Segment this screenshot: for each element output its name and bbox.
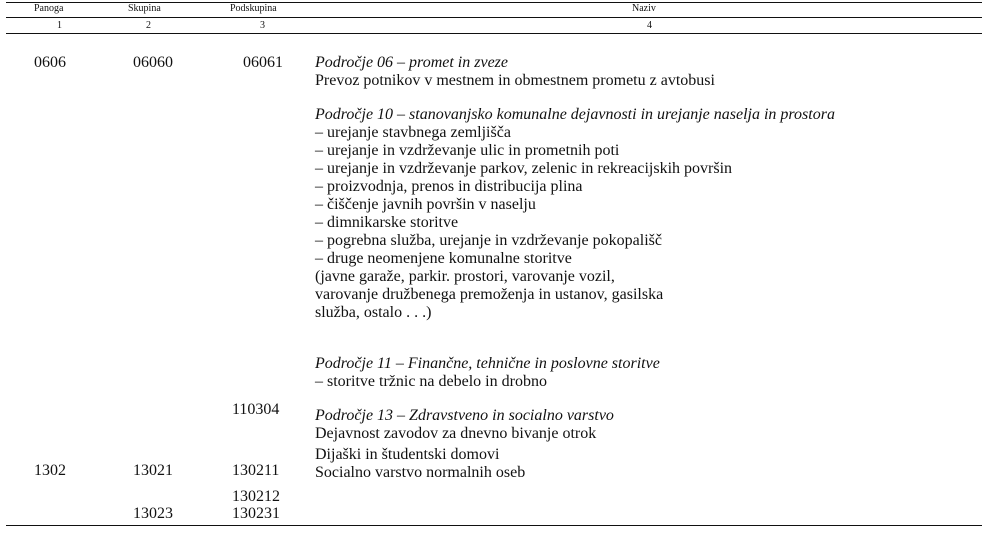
section-title-podrocje-10: Področje 10 – stanovanjsko komunalne dejavnosti in urejanje naselja in prostora: [315, 106, 835, 123]
naziv-line: – storitve tržnic na debelo in drobno: [315, 373, 547, 390]
panoga-code: 0606: [34, 54, 66, 71]
note-line: (javne garaže, parkir. prostori, varovanje vozil,: [315, 268, 615, 285]
naziv-line: Prevoz potnikov v mestnem in obmestnem prometu z avtobusi: [315, 72, 715, 89]
podskupina-code: 06061: [243, 54, 283, 71]
panoga-code: 1302: [34, 462, 66, 479]
podskupina-code: 130212: [232, 488, 280, 505]
number-rule: [6, 33, 982, 34]
spacer: [315, 391, 980, 407]
list-item: – urejanje in vzdrževanje ulic in prometnih poti: [315, 142, 620, 159]
naziv-column: [315, 54, 980, 482]
podskupina-code: 130231: [232, 505, 280, 522]
naziv-line: Dijaški in študentski domovi: [315, 446, 500, 463]
skupina-code: 13023: [133, 505, 173, 522]
list-item: – pogrebna služba, urejanje in vzdrževanje pokopališč: [315, 232, 662, 249]
section-title-podrocje-11: Področje 11 – Finančne, tehnične in poslovne storitve: [315, 355, 660, 372]
podskupina-code: 130211: [232, 462, 280, 479]
col-number-1: 1: [57, 20, 62, 31]
podskupina-code: 110304: [232, 401, 280, 418]
list-item: – druge neomenjene komunalne storitve: [315, 250, 572, 267]
list-item: – proizvodnja, prenos in distribucija plina: [315, 178, 583, 195]
list-item: – čiščenje javnih površin v naselju: [315, 196, 536, 213]
col-header-panoga: Panoga: [34, 3, 64, 14]
section-title-podrocje-13: Področje 13 – Zdravstveno in socialno varstvo: [315, 407, 614, 424]
spacer: [315, 322, 980, 355]
list-item: – dimnikarske storitve: [315, 214, 459, 231]
naziv-line: Dejavnost zavodov za dnevno bivanje otrok: [315, 425, 597, 442]
list-item: – urejanje in vzdrževanje parkov, zelenic in rekreacijskih površin: [315, 160, 733, 177]
spacer: [315, 90, 980, 106]
skupina-code: 13021: [133, 462, 173, 479]
naziv-line: Socialno varstvo normalnih oseb: [315, 464, 526, 481]
col-number-3: 3: [260, 20, 265, 31]
col-header-naziv: Naziv: [632, 3, 656, 14]
header-rule: [6, 17, 982, 18]
note-line: varovanje družbenega premoženja in ustanov, gasilska: [315, 286, 664, 303]
col-header-podskupina: Podskupina: [230, 3, 277, 14]
col-header-skupina: Skupina: [128, 3, 161, 14]
list-item: – urejanje stavbnega zemljišča: [315, 124, 511, 141]
col-number-4: 4: [647, 20, 652, 31]
section-title-podrocje-06: Področje 06 – promet in zveze: [315, 54, 508, 71]
bottom-rule: [6, 525, 982, 526]
skupina-code: 06060: [133, 54, 173, 71]
col-number-2: 2: [146, 20, 151, 31]
note-line: služba, ostalo . . .): [315, 304, 432, 321]
